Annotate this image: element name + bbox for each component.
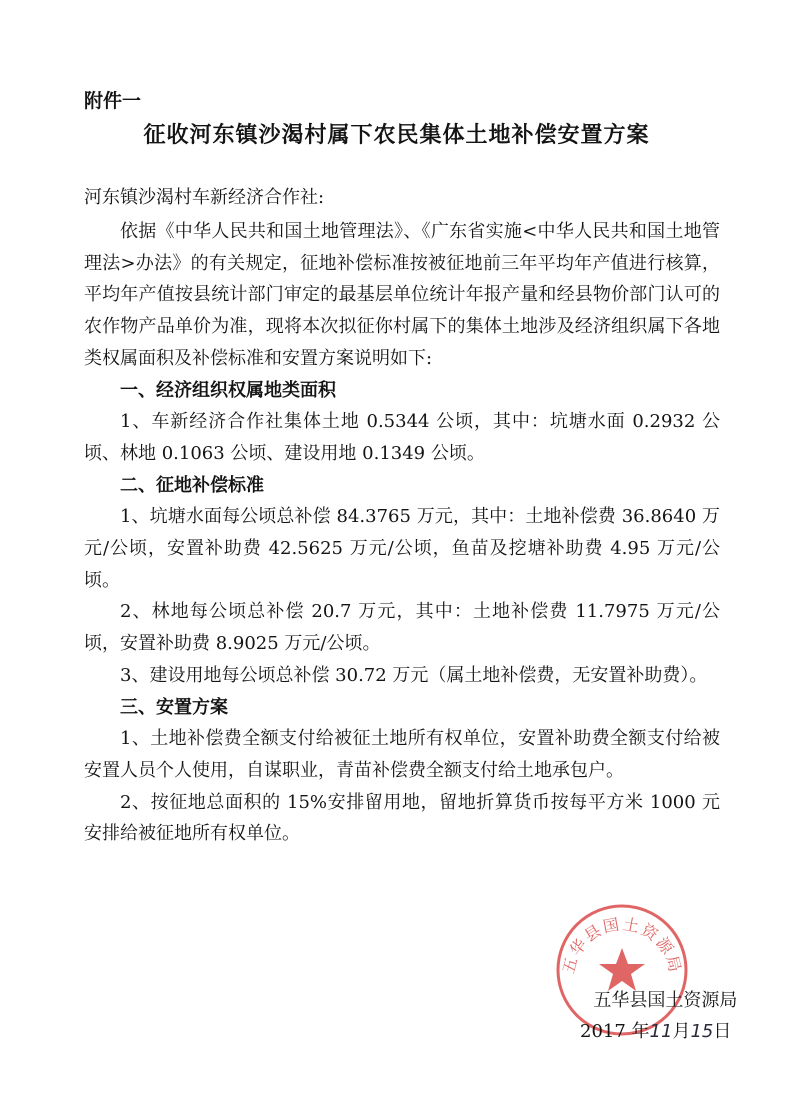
section-3-item-1: 1、土地补偿费全额支付给被征土地所有权单位，安置补助费全额支付给被安置人员个人使用，自谋职业，青苗补偿费全额支付给土地承包户。 bbox=[84, 728, 720, 781]
svg-text:五华县国土资源局: 五华县国土资源局 bbox=[558, 914, 686, 976]
section-2-heading: 二、征地补偿标准 bbox=[120, 474, 264, 496]
document-title: 征收河东镇沙渴村属下农民集体土地补偿安置方案 bbox=[143, 123, 650, 148]
section-3-heading: 三、安置方案 bbox=[120, 696, 228, 718]
addressee: 河东镇沙渴村车新经济合作社: bbox=[84, 187, 325, 208]
document-body bbox=[84, 216, 720, 850]
section-2-item-2: 2、林地每公顷总补偿 20.7 万元，其中：土地补偿费 11.7975 万元/公顷，安置补助费 8.9025 万元/公顷。 bbox=[84, 601, 720, 655]
date-month-unit: 月 bbox=[672, 1021, 691, 1042]
section-2-item-1: 1、坑塘水面每公顷总补偿 84.3765 万元，其中：土地补偿费 36.8640 万元/公顷，安置补助费 42.5625 万元/公顷，鱼苗及挖塘补助费 4.95 万元/公顷。 bbox=[84, 506, 720, 591]
attachment-label: 附件一 bbox=[84, 90, 142, 112]
section-3-item-2: 2、按征地总面积的 15%安排留用地，留地折算货币按每平方米 1000 元安排给被征地所有权单位。 bbox=[84, 791, 720, 845]
section-1-item-1: 1、车新经济合作社集体土地 0.5344 公顷，其中：坑塘水面 0.2932 公顷、林地 0.1063 公顷、建设用地 0.1349 公顷。 bbox=[84, 411, 720, 464]
date-month: 11 bbox=[649, 1021, 673, 1042]
signature-block bbox=[580, 985, 738, 1047]
section-1-heading: 一、经济组织权属地类面积 bbox=[120, 379, 336, 401]
intro-paragraph: 依据《中华人民共和国土地管理法》、《广东省实施<中华人民共和国土地管理法>办法》的有关规定，征地补偿标准按被征地前三年平均年产值进行核算，平均年产值按县统计部门审定的最基层单位统计年报产量和经县物价部门认可的农作物产品单价为准，现将本次拟征你村属下的集体土地涉及经济组织属下各地类权属面积及补偿标准和安置方案说明如下: bbox=[84, 221, 720, 369]
date-year: 2017 年 bbox=[580, 1021, 650, 1042]
signing-date bbox=[580, 1016, 731, 1047]
date-day-unit: 日 bbox=[713, 1021, 732, 1042]
date-day: 15 bbox=[690, 1021, 714, 1042]
signing-organization: 五华县国土资源局 bbox=[593, 990, 738, 1011]
section-2-item-3: 3、建设用地每公顷总补偿 30.72 万元（属土地补偿费，无安置补助费）。 bbox=[120, 664, 708, 686]
